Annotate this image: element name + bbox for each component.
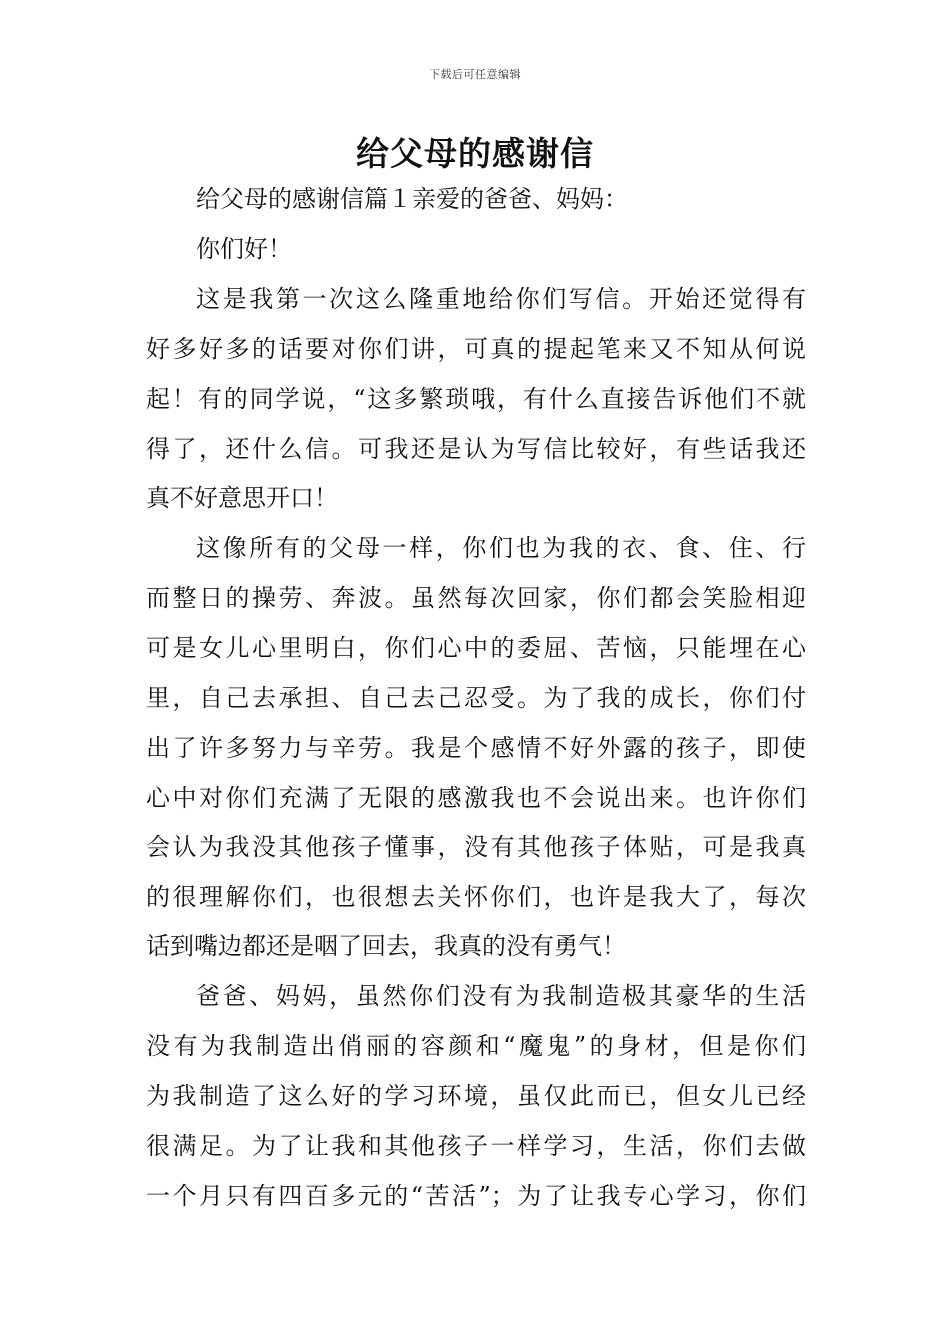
text-line: 的很理解你们，也很想去关怀你们，也许是我大了，每次 <box>146 883 806 911</box>
text-line: 好多好多的话要对你们讲，可真的提起笔来又不知从何说 <box>146 335 806 363</box>
text-line: 这是我第一次这么隆重地给你们写信。开始还觉得有 <box>196 285 806 313</box>
text-line: 为我制造了这么好的学习环境，虽仅此而已，但女儿已经 <box>146 1082 806 1110</box>
text-line: 而整日的操劳、奔波。虽然每次回家，你们都会笑脸相迎 <box>146 584 806 612</box>
text-line: 真不好意思开口！ <box>146 484 338 512</box>
text-line: 很满足。为了让我和其他孩子一样学习，生活，你们去做 <box>146 1132 806 1160</box>
text-line: 你们好！ <box>196 235 292 263</box>
text-line: 得了，还什么信。可我还是认为写信比较好，有些话我还 <box>146 435 806 463</box>
text-line: 里，自己去承担、自己去己忍受。为了我的成长，你们付 <box>146 684 806 712</box>
text-line: 可是女儿心里明白，你们心中的委屈、苦恼，只能埋在心 <box>146 634 806 662</box>
text-line: 出了许多努力与辛劳。我是个感情不好外露的孩子，即使 <box>146 734 806 762</box>
text-line: 起！有的同学说，“这多繁琐哦，有什么直接告诉他们不就 <box>146 385 806 413</box>
text-line: 话到嘴边都还是咽了回去，我真的没有勇气！ <box>146 932 626 960</box>
text-line: 会认为我没其他孩子懂事，没有其他孩子体贴，可是我真 <box>146 833 806 861</box>
text-line: 爸爸、妈妈，虽然你们没有为我制造极其豪华的生活 <box>196 982 806 1010</box>
text-line: 给父母的感谢信篇１亲爱的爸爸、妈妈： <box>196 185 628 213</box>
text-line: 心中对你们充满了无限的感激我也不会说出来。也许你们 <box>146 784 806 812</box>
text-line: 没有为我制造出俏丽的容颜和“魔鬼”的身材，但是你们 <box>146 1032 806 1060</box>
header-note: 下载后可任意编辑 <box>429 68 521 81</box>
document-title: 给父母的感谢信 <box>356 134 594 173</box>
text-line: 一个月只有四百多元的“苦活”；为了让我专心学习，你们 <box>146 1182 806 1210</box>
text-line: 这像所有的父母一样，你们也为我的衣、食、住、行 <box>196 534 806 562</box>
